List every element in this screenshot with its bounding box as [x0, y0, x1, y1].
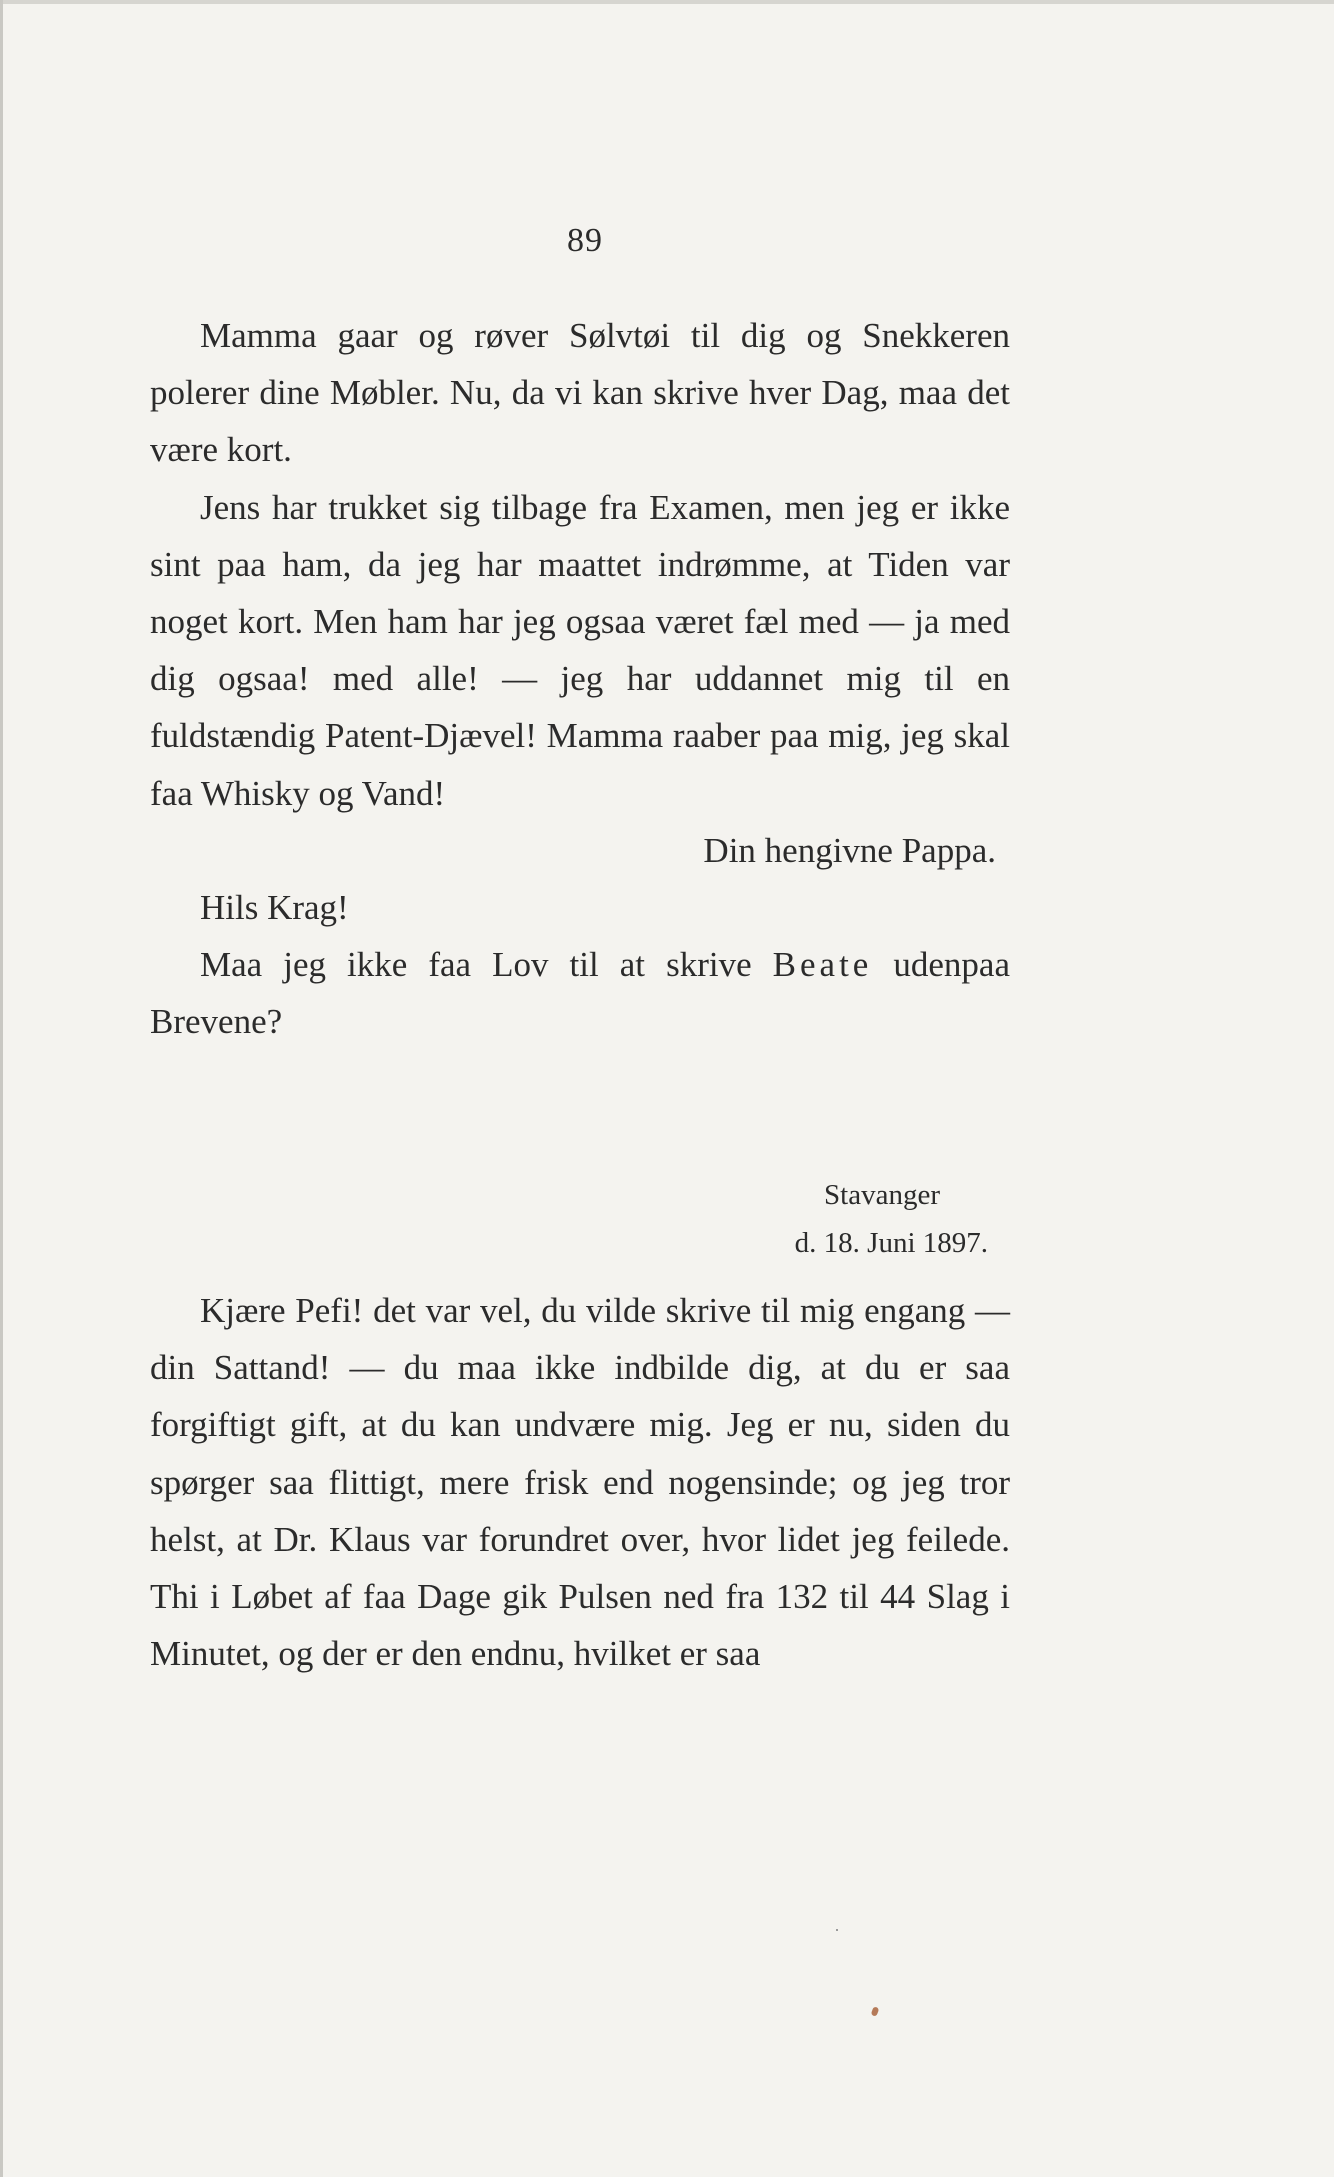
letter-2	[150, 1282, 1010, 1682]
letter-1-paragraph-2: Jens har trukket sig tilbage fra Examen, men jeg er ikke sint paa ham, da jeg har maattet indrømme, at Tiden var noget kort. Men ham har jeg ogsaa været fæl med — ja med dig ogsaa! med alle! — jeg har uddannet mig til en fuldstændig Patent-Djævel! Mamma raaber paa mig, jeg skal faa Whisky og Vand!	[150, 487, 1010, 813]
scan-edge-left	[0, 0, 3, 2177]
letter-1-signature: Din hengivne Pappa.	[703, 830, 996, 870]
postscript-2-text-before: Maa jeg ikke faa Lov til at skrive	[200, 945, 773, 985]
page-number: 89	[567, 222, 603, 259]
scan-speck	[871, 2006, 880, 2017]
postscript-2-text-after: udenpaa Brevene?	[150, 945, 1010, 1042]
letter-2-place: Stavanger	[824, 1179, 940, 1211]
letter-1-postscript-2	[150, 936, 1010, 1050]
letter-1	[150, 307, 1010, 1051]
letter-1-postscript-1: Hils Krag!	[200, 888, 349, 928]
postscript-2-name: Beate	[772, 945, 873, 985]
scan-edge-top	[0, 0, 1334, 4]
letter-2-dateline	[150, 1171, 988, 1267]
letter-2-body: Kjære Pefi! det var vel, du vilde skrive til mig engang — din Sattand! — du maa ikke indbilde dig, at du er saa forgiftigt gift, at du kan undvære mig. Jeg er nu, siden du spørger saa flittigt, mere frisk end nogensinde; og jeg tror helst, at Dr. Klaus var forundret over, hvor lidet jeg feilede. Thi i Løbet af faa Dage gik Pulsen ned fra 132 til 44 Slag i Minutet, og der er den endnu, hvilket er saa	[150, 1291, 1010, 1674]
scan-dot	[836, 1929, 838, 1931]
letter-1-paragraph-1: Mamma gaar og røver Sølvtøi til dig og Snekkeren polerer dine Møbler. Nu, da vi kan skrive hver Dag, maa det være kort.	[150, 316, 1010, 470]
letter-2-date: d. 18. Juni 1897.	[794, 1227, 988, 1259]
